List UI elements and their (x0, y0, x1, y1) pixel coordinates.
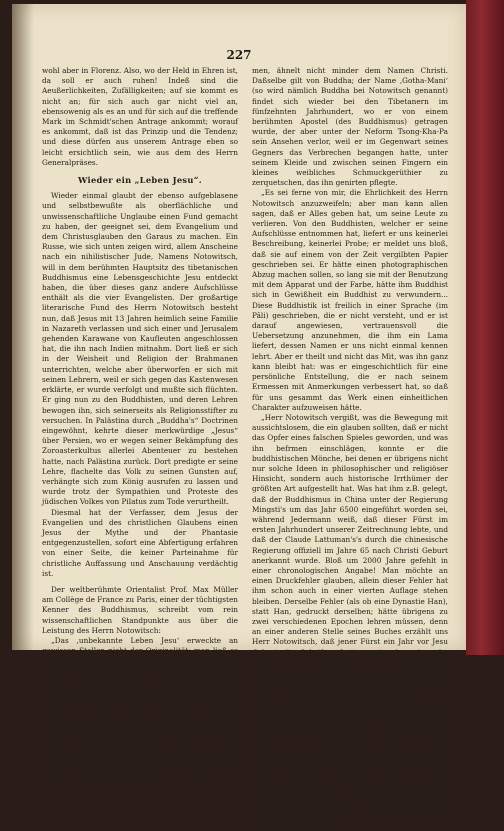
page-number: 227 (226, 48, 252, 62)
right-column (252, 66, 448, 831)
left-paragraph-4: Der weltberühmte Orientalist Prof. Max Müller am Collège de France zu Paris, einer der tüchtigsten Kenner des Buddhismus, schreibt vom rein wissenschaftlichen Standpunkte aus über die Leistung des Herrn Notowitsch: (42, 584, 238, 635)
right-paragraph-4: „In desselben Schule der Unwahrheit, die meistens Leute von großen Umwissenheit sind, hat Herr Notowitsch ohne Zweifel gelernt, daß das Alphabet und das Pergament in China vor Moses bekannt waren. Das sämtliche Alphabet wäre vom Fohi, dem ersten Kaiser, im Jahre 2950 erfunden worden. Nun weiß Jedermann, daß die Chinesen, selbst heutzutage, kein Alphabet haben, und dem keinen Orientalisten ist es unbekannt, daß man dem genannten Kaiser, der während der mythischen Perioden der chinesischen Phantasie lebte, die Anwendung der Trigrammen zuschreibt, die zu der alphabetischen Schrift (252, 698, 448, 831)
book-cover-edge (466, 0, 504, 655)
right-paragraph-2: „Es sei ferne von mir, die Ehrlichkeit des Herrn Notowitsch anzuzweifeln; aber man kann allen sagen, daß er Alles geben hat, um seine Leute zu verlieren. Von den Buddhisten, welcher er seine Aufschlüsse entnommen hat, liefert er uns keinerlei Beschreibung, keinerlei Probe; er meldet uns bloß, daß sie auf einem von der Zeit vergilbten Papier geschrieben sei. Er hätte einen photographischen Abzug machen sollen, so lang sie mit der Benutzung mit dem Apparat und der Farbe, hätte ihm Buddhist sich in Gewißheit ein Buddhist zu verwundern... Diese Buddhistik ist freilich in einer Sprache (im Pâli) geschrieben, die er nicht versteht, und er ist darauf angewiesen, vertrauensvoll die Uebersetzung anzunehmen, die ihm ein Lama liefert, dessen Namen er uns nicht einmal kennen lehrt. Aber er theilt und nicht das Mit, was ihn ganz kann bleibt hat: was er eingeschichtlich für eine persönliche Entstellung, die er nach seinem Ermessen mit Anmerkungen verbessert hat, so daß für uns gesammt das Werk einen einheitlichen Charakter aufzuweisen hätte. (252, 188, 448, 412)
right-paragraph-3: „Herr Notowitsch vergißt, was die Bewegung mit aussichtslosem, die ein glauben sollten, daß er nicht das Opfer eines falschen Spieles geworden, und was ihn befrmen einschlägen, konnte er die buddhistischen Mönche, bei denen er übrigens nicht nur solche Ideen in philosophischer und religiöser Hinsicht, sondern auch historische Irrthümer der größten Art aufgestellt hat. Was hat ihm z.B. gelegt, daß der Buddhismus in China unter der Regierung Mingsti's um das Jahr 6500 eingeführt worden sei, während Jedermann weiß, daß dieser Fürst im ersten Jahrhundert unserer Zeitrechnung lebte, und daß der Claude Lattuman's's durch die chinesische Regierung offiziell im Jahre 65 nach Christi Geburt anerkannt wurde. Bloß um 2000 Jahre gefehlt in einer chronologischen Angabe! Man möchte an einen Druckfehler glauben, allein dieser Fehler hat ihm schon auch in einer vierten Auflage stehen bleiben. Derselbe Fehler (als ob eine Dynastie Han), statt Han, gedruckt derselben; hätte übrigens zu zwei verschiedenen Epochen lehren müssen, denn an einer anderen Stelle seines Buches erzählt uns Herr Notowitsch, daß jener Fürst ein Jahr vor Jesu Geburt die Schriften Lattumans's, der wie nahe gelegen, dem Auftreten des Buddhismus, eingestellten hat. Wenn diese Angabe wahr, so hätte Mingti fein Decret zu Gunsten des Buddhismus 69 Jahre vor seiner Thronbesteigung erlassen. (252, 412, 448, 698)
book-page (12, 4, 466, 831)
article-heading: Wieder ein „Leben Jesu“. (78, 175, 202, 186)
left-column (42, 66, 238, 779)
left-paragraph-2: Wieder einmal glaubt der ebenso aufgeblasene und selbstbewußte als oberflächliche und unwissenschaftliche Unglaube einen Fund gemacht zu haben, der geeignet sei, dem Evangelium und dem Christusglauben den Garaus zu machen. Ein Russe, wie sich unten zeigen wird, allem Anscheine nach ein nihilistischer Jude, Namens Notowitsch, will in dem berühmten Hauptsitz des tibetanischen Buddhismus eine Lebensgeschichte Jesu entdeckt haben, die über dieses ganz andere Aufschlüsse enthält als die vier Evangelisten. Der großartige literarische Fund des Herrn Notowitsch besteht nun, daß Jesus mit 13 Jahren heimlich seine Familie in Nazareth verlassen und sich einer und Jerusalem gehenden Karawane von Kaufleuten angeschlossen hat, die ihn nach Indien mitnahm. Dort ließ er sich in der Weisheit und Religion der Brahmanen unterrichten, welche aber überworfen er sich mit seinen Lehrern, weil er sich gegen das Kastenwesen erklärte, er wurde verfolgt und mußte sich flüchten. Er ging nun zu den Buddhisten, und deren Lehren bewogen ihn, sich seinerseits als Religionsstifter zu versuchen. In Palästina durch „Buddha's“ Doctrinen eingewöhnt, kehrte dieser merkwürdige „Jesus“ über Persien, wo er wegen seiner Bekämpfung des Zoroasterkultus allerlei Abenteuer zu bestehen hatte, nach Palästina zurück. Dort predigte er seine Lehre, flachelte das Volk zu seinen Gunsten auf, verhängte sich zum König ausrufen zu lassen und wurde trotz der Sympathien und Proteste des jüdischen Volkes von Pilatus zum Tode verurtheilt. (42, 191, 238, 507)
left-paragraph-1: wohl aber in Florenz. Also, wo der Held in Ehren ist, da soll er auch ruhen! Indeß sind die Aeußerlichkeiten, Zufälligkeiten; auf sie kommt es nicht an; für sich auch gar nicht viel an, ebensowenig als es an und für sich auf die treffende Mark im Schmidt'schen Antrage ankommt; worauf es ankommt, daß ist das Prinzip und die Tendenz; und diese dürfen aus unserem Antrage eben so leicht ersichtlich sein, wie aus dem des Herrn Generalpräses. (42, 66, 238, 167)
right-paragraph-1: men, ähnelt nicht minder dem Namen Christi. Daßselbe gilt von Buddha; der Name ‚Gotha-Mani‘ (so wird nämlich Buddha bei Notowitsch genannt) findet sich wieder bei den Tibetanern im fünfzehnten Jahrhundert, wo er von einem berühmten Apostel (des Buddhismus) getragen wurde, der aber unter der Neform Tsong-Kha-Pa sein Ansehen verlor, weil er im Gegenwart seines Gegners das Verbrechen begangen hatte, unter seinem Kleide und zwischen seinen Fingern ein kleines weibliches Schmuckgerüthier zu zerquetschen, das ihn genirten pflegte. (252, 66, 448, 188)
spine-shadow (12, 4, 34, 650)
left-paragraph-3: Diesmal hat der Verfasser, dem Jesus der Evangelien und des christlichen Glaubens einen Jesus der Mythe und der Phantasie entgegenzustellen, sofort eine Abfertigung erfahren von einer Seite, die keiner Parteinahme für christliche Auffassung und Anschauung verdächtig ist. (42, 507, 238, 578)
left-paragraph-5: „Das ‚unbekannte Leben Jesu‘ erweckte an gewissen Stellen nicht der Originalität; man ließ es sogar mit Vergnügen. Jedoch findet man darin einen Fehler, der verzeihlich ist bei einem romanhaften Werke, aber einem Leser nicht bei einem Buche, das den Anspruch erhebt, dem Gebiete der Geschichte anzugehören: dieser Fehler besteht darin, alle Angaben einer phantastischen Erzählung zu bieten und einen etwas mehr als verdächtigen Ursprung zu vermuthen. Der Verfasser war sofort von der Echtheit des den Namen ‚Issa‘ (so heißt der Held des ‚unbekannten Lebens‘) und ‚Jesus‘ betroffen. Recht schön. Aber der Name ‚Issa‘, dessen Träger am zweiten buddhistischen Concile Theil genom- (42, 635, 238, 778)
